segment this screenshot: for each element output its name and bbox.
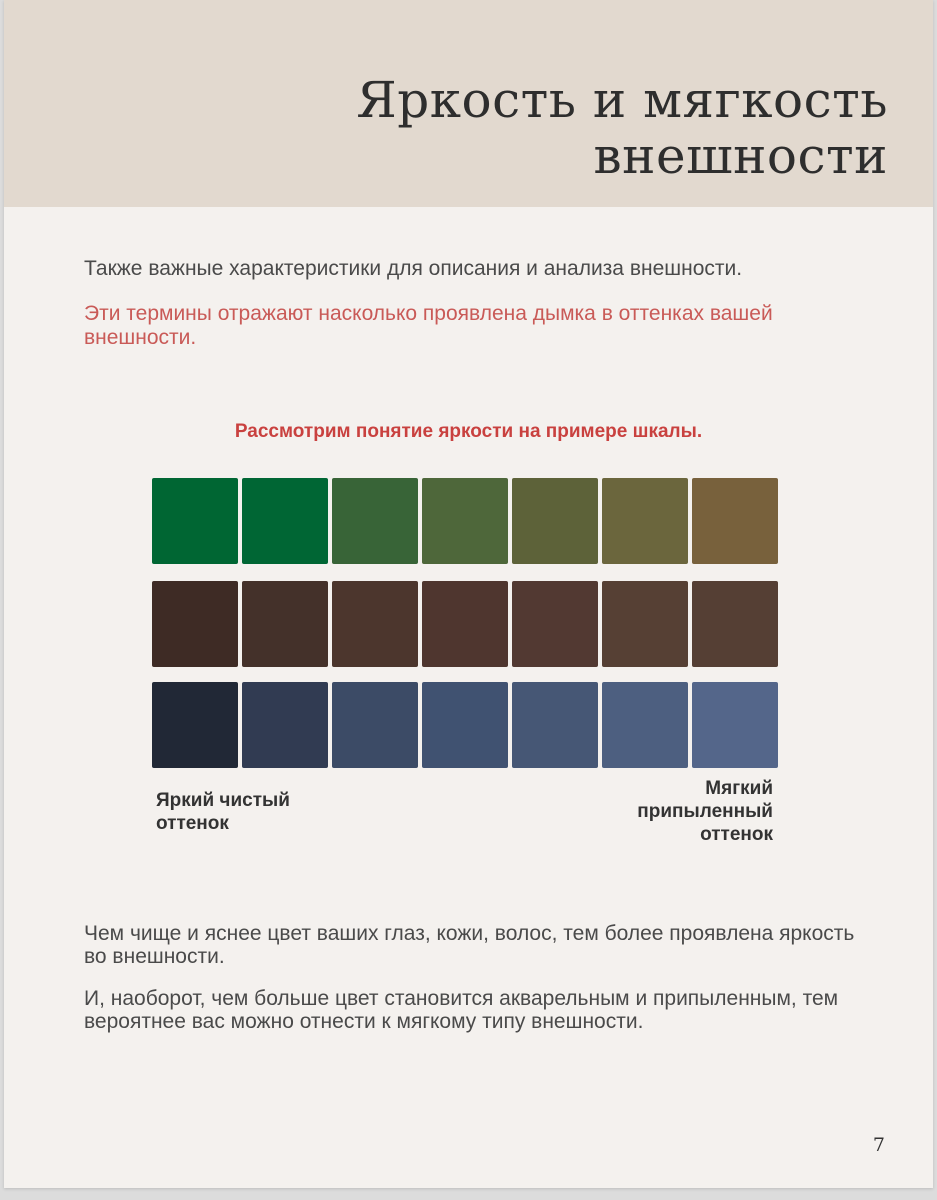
color-swatch: [332, 581, 418, 667]
color-swatch: [602, 682, 688, 768]
color-swatch: [602, 581, 688, 667]
document-page: [4, 0, 933, 1188]
page-title: [356, 72, 888, 184]
swatch-row-blue: [152, 682, 779, 768]
color-swatch: [512, 682, 598, 768]
title-line-2: внешности: [593, 126, 888, 185]
color-swatch: [422, 682, 508, 768]
soft-label-line-2: припыленный: [637, 801, 773, 822]
title-line-1: Яркость и мягкость: [356, 70, 888, 129]
color-swatch: [152, 478, 238, 564]
intro-text: Также важные характеристики для описания и анализа внешности.: [84, 257, 743, 280]
color-swatch: [512, 478, 598, 564]
color-swatch: [692, 478, 778, 564]
color-swatch: [602, 478, 688, 564]
color-swatch: [692, 682, 778, 768]
color-swatch: [152, 581, 238, 667]
color-swatch: [422, 581, 508, 667]
color-scale-grid: [152, 478, 779, 770]
color-swatch: [152, 682, 238, 768]
color-swatch: [332, 478, 418, 564]
soft-label: [637, 777, 773, 846]
soft-label-line-1: Мягкий: [705, 778, 773, 799]
color-swatch: [422, 478, 508, 564]
swatch-row-green: [152, 478, 779, 564]
bright-label-line-2: оттенок: [156, 813, 229, 834]
color-swatch: [242, 581, 328, 667]
soft-label-line-3: оттенок: [700, 824, 773, 845]
bright-label-line-1: Яркий чистый: [156, 790, 290, 811]
color-swatch: [242, 682, 328, 768]
body-paragraph-2: И, наоборот, чем больше цвет становится акварельным и припыленным, тем вероятнее вас можно отнести к мягкому типу внешности.: [84, 987, 839, 1033]
swatch-row-brown: [152, 581, 779, 667]
color-swatch: [512, 581, 598, 667]
intro-highlight-text: Эти термины отражают насколько проявлена дымка в оттенках вашей внешности.: [84, 302, 773, 349]
page-number: 7: [872, 1134, 885, 1156]
bright-label: [156, 789, 290, 835]
color-swatch: [692, 581, 778, 667]
scale-heading: Рассмотрим понятие яркости на примере шкалы.: [234, 421, 703, 442]
color-swatch: [332, 682, 418, 768]
body-paragraph-1: Чем чище и яснее цвет ваших глаз, кожи, волос, тем более проявлена яркость во внешности.: [84, 922, 855, 968]
header-banner: [4, 0, 933, 207]
color-swatch: [242, 478, 328, 564]
